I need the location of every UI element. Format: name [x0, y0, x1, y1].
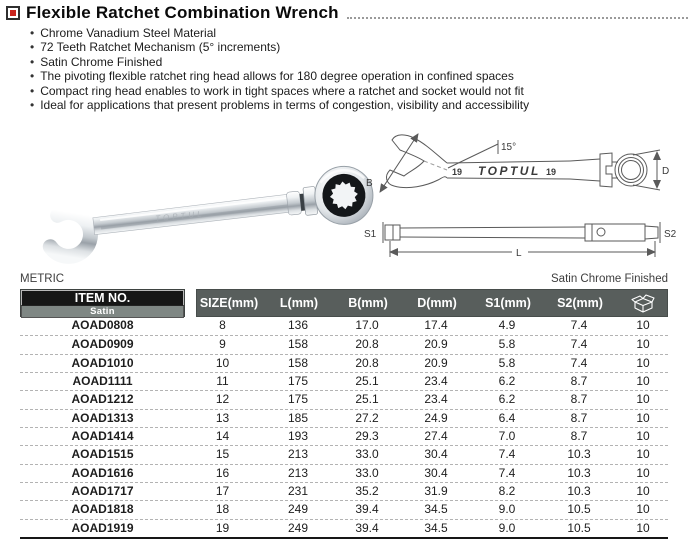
spec-cell: 10 [636, 428, 650, 443]
feature-item [30, 69, 529, 83]
column-header: D(mm) [417, 296, 457, 310]
dim-d-label: D [662, 166, 670, 177]
spec-cell: 30.4 [424, 447, 448, 462]
spec-cell: 10 [636, 337, 650, 352]
spec-cell: 10 [636, 373, 650, 388]
feature-text: Satin Chrome Finished [40, 54, 163, 69]
spec-cell: 7.4 [498, 465, 516, 480]
feature-text: Chrome Vanadium Steel Material [40, 26, 217, 40]
spec-cell: 7.0 [498, 428, 516, 443]
spec-cell: 10 [215, 355, 230, 370]
spec-cell: 27.2 [355, 410, 379, 425]
spec-cell: 17.4 [424, 318, 448, 332]
spec-cell: 193 [287, 428, 309, 443]
table-row [20, 317, 668, 335]
stamp-size-right: 19 [546, 167, 557, 177]
spec-cell: 30.4 [424, 465, 448, 480]
brand-stamp: TOPTUL [478, 164, 541, 178]
column-header: S1(mm) [485, 296, 531, 310]
spec-cell: 7.4 [570, 355, 588, 370]
page-title: Flexible Ratchet Combination Wrench [26, 3, 339, 22]
feature-item [30, 98, 529, 112]
spec-cell: 25.1 [355, 373, 379, 388]
spec-cell: 10 [636, 355, 650, 370]
spec-cell: 10 [636, 483, 650, 498]
finish-label: Satin Chrome Finished [551, 273, 668, 285]
spec-cell: 13 [215, 410, 230, 425]
spec-cell: 6.2 [498, 392, 516, 407]
spec-cell: 39.4 [355, 502, 379, 517]
bullet-icon: • [30, 97, 35, 112]
spec-cell: 33.0 [355, 447, 379, 462]
spec-cell: 10.5 [567, 520, 591, 535]
table-row [20, 372, 668, 390]
item-no-cell: AOAD1414 [71, 428, 134, 443]
carton-qty-header [619, 294, 667, 313]
spec-cell: 249 [287, 502, 309, 517]
spec-cell: 11 [216, 373, 229, 388]
item-no-cell: AOAD1212 [71, 392, 134, 407]
dim-b-label: B [366, 178, 373, 189]
spec-cell: 29.3 [355, 428, 379, 443]
spec-cell: 10 [636, 318, 650, 332]
spec-cell: 10 [636, 520, 650, 535]
spec-cell: 7.4 [570, 318, 588, 332]
spec-cell: 17 [215, 483, 230, 498]
item-no-cell: AOAD0909 [71, 337, 134, 352]
spec-cell: 31.9 [424, 483, 448, 498]
stamp-size-left: 19 [452, 167, 463, 177]
table-row [20, 500, 668, 518]
table-row [20, 390, 668, 408]
title-row [6, 3, 688, 23]
spec-cell: 23.4 [424, 373, 448, 388]
spec-cell: 34.5 [424, 520, 448, 535]
spec-cell: 5.8 [498, 355, 516, 370]
item-no-cell: AOAD1818 [71, 502, 134, 517]
header-gap [185, 289, 196, 317]
bullet-icon: • [30, 69, 35, 84]
spec-cell: 4.9 [498, 318, 516, 332]
feature-text: Compact ring head enables to work in tight spaces where a ratchet and socket would not fit [40, 83, 524, 98]
item-no-header: ITEM NO. [21, 290, 184, 305]
spec-cell: 10.3 [567, 465, 591, 480]
item-no-cell: AOAD1919 [71, 520, 134, 535]
spec-cell: 213 [287, 447, 309, 462]
spec-cell: 10.3 [567, 483, 591, 498]
column-header: SIZE(mm) [199, 296, 259, 310]
feature-text: Ideal for applications that present problems in terms of congestion, visibility and accessibility [40, 97, 530, 112]
spec-cell: 8.2 [498, 483, 516, 498]
spec-cell: 20.9 [424, 337, 448, 352]
spec-cell: 14 [215, 428, 230, 443]
table-row [20, 354, 668, 372]
table-meta-row [20, 272, 668, 289]
spec-cell: 231 [287, 483, 309, 498]
spec-cell: 39.4 [355, 520, 379, 535]
table-row [20, 464, 668, 482]
feature-item [30, 40, 529, 54]
table-row [20, 519, 668, 537]
item-no-header-block [20, 289, 185, 317]
spec-cell: 6.4 [498, 410, 516, 425]
spec-cell: 12 [215, 392, 230, 407]
feature-text: The pivoting flexible ratchet ring head allows for 180 degree operation in confined spaces [40, 69, 514, 84]
table-row [20, 427, 668, 445]
table-row [20, 335, 668, 353]
spec-cell: 8.7 [570, 392, 588, 407]
spec-cell: 27.4 [424, 428, 448, 443]
spec-cell: 185 [287, 410, 309, 425]
spec-cell: 9 [219, 337, 226, 352]
spec-cell: 10.3 [567, 447, 591, 462]
feature-text: 72 Teeth Ratchet Mechanism (5° increments) [40, 40, 281, 55]
spec-cell: 19 [215, 520, 230, 535]
spec-cell: 249 [287, 520, 309, 535]
spec-cell: 16 [215, 465, 230, 480]
table-body [20, 317, 668, 539]
dim-s2-label: S2 [664, 229, 677, 240]
spec-cell: 34.5 [424, 502, 448, 517]
section-marker-red-square [10, 10, 16, 16]
item-no-cell: AOAD1717 [71, 483, 134, 498]
spec-cell: 8.7 [570, 410, 588, 425]
spec-cell: 10 [636, 465, 650, 480]
feature-item [30, 84, 529, 98]
spec-cell: 136 [287, 318, 309, 332]
spec-cell: 10 [636, 502, 650, 517]
spec-cell: 23.4 [424, 392, 448, 407]
item-no-cell: AOAD1111 [72, 373, 133, 388]
spec-cell: 175 [287, 392, 309, 407]
feature-item [30, 55, 529, 69]
spec-cell: 8.7 [570, 373, 588, 388]
spec-cell: 18 [215, 502, 230, 517]
spec-cell: 8 [219, 318, 226, 332]
item-no-cell: AOAD1313 [71, 410, 134, 425]
spec-cell: 10.5 [567, 502, 591, 517]
product-photo [5, 148, 395, 276]
spec-cell: 24.9 [424, 410, 448, 425]
table-row [20, 482, 668, 500]
spec-cell: 7.4 [570, 337, 588, 352]
table-header [20, 289, 668, 317]
technical-drawing [360, 130, 690, 272]
item-no-cell: AOAD1616 [71, 465, 134, 480]
bullet-icon: • [30, 83, 35, 98]
dotted-rule [347, 17, 688, 19]
metric-label: METRIC [20, 273, 65, 285]
section-marker-icon [6, 6, 20, 20]
spec-cell: 8.7 [570, 428, 588, 443]
bullet-icon: • [30, 40, 35, 55]
spec-cell: 9.0 [498, 502, 516, 517]
column-header: L(mm) [279, 296, 319, 310]
spec-cell: 10 [636, 392, 650, 407]
spec-cell: 9.0 [498, 520, 516, 535]
spec-cell: 35.2 [355, 483, 379, 498]
bullet-icon: • [30, 26, 35, 40]
spec-cell: 10 [636, 447, 650, 462]
spec-cell: 10 [636, 410, 650, 425]
spec-cell: 213 [287, 465, 309, 480]
spec-cell: 5.8 [498, 337, 516, 352]
spec-cell: 158 [287, 355, 309, 370]
spec-table [20, 272, 668, 539]
item-no-cell: AOAD0808 [71, 318, 134, 332]
spec-cell: 175 [287, 373, 309, 388]
bullet-icon: • [30, 54, 35, 69]
spec-cell: 7.4 [498, 447, 516, 462]
spec-cell: 6.2 [498, 373, 516, 388]
spec-cell: 20.8 [355, 337, 379, 352]
carton-box-icon [631, 294, 655, 313]
feature-item [30, 26, 529, 40]
spec-cell: 33.0 [355, 465, 379, 480]
table-row [20, 409, 668, 427]
satin-subheader: Satin [21, 305, 184, 318]
dim-s1-label: S1 [364, 229, 377, 240]
spec-cell: 158 [287, 337, 309, 352]
feature-list [30, 26, 529, 112]
spec-columns [196, 289, 668, 317]
spec-cell: 25.1 [355, 392, 379, 407]
table-row [20, 445, 668, 463]
svg-text:TOPTUL: TOPTUL [154, 209, 205, 224]
dim-angle-label: 15° [501, 142, 517, 153]
spec-cell: 17.0 [355, 318, 379, 332]
column-header: B(mm) [348, 296, 388, 310]
spec-cell: 20.8 [355, 355, 379, 370]
spec-cell: 20.9 [424, 355, 448, 370]
item-no-cell: AOAD1515 [71, 447, 134, 462]
item-no-cell: AOAD1010 [71, 355, 134, 370]
spec-cell: 15 [215, 447, 230, 462]
column-header: S2(mm) [557, 296, 603, 310]
dim-l-label: L [516, 248, 522, 259]
